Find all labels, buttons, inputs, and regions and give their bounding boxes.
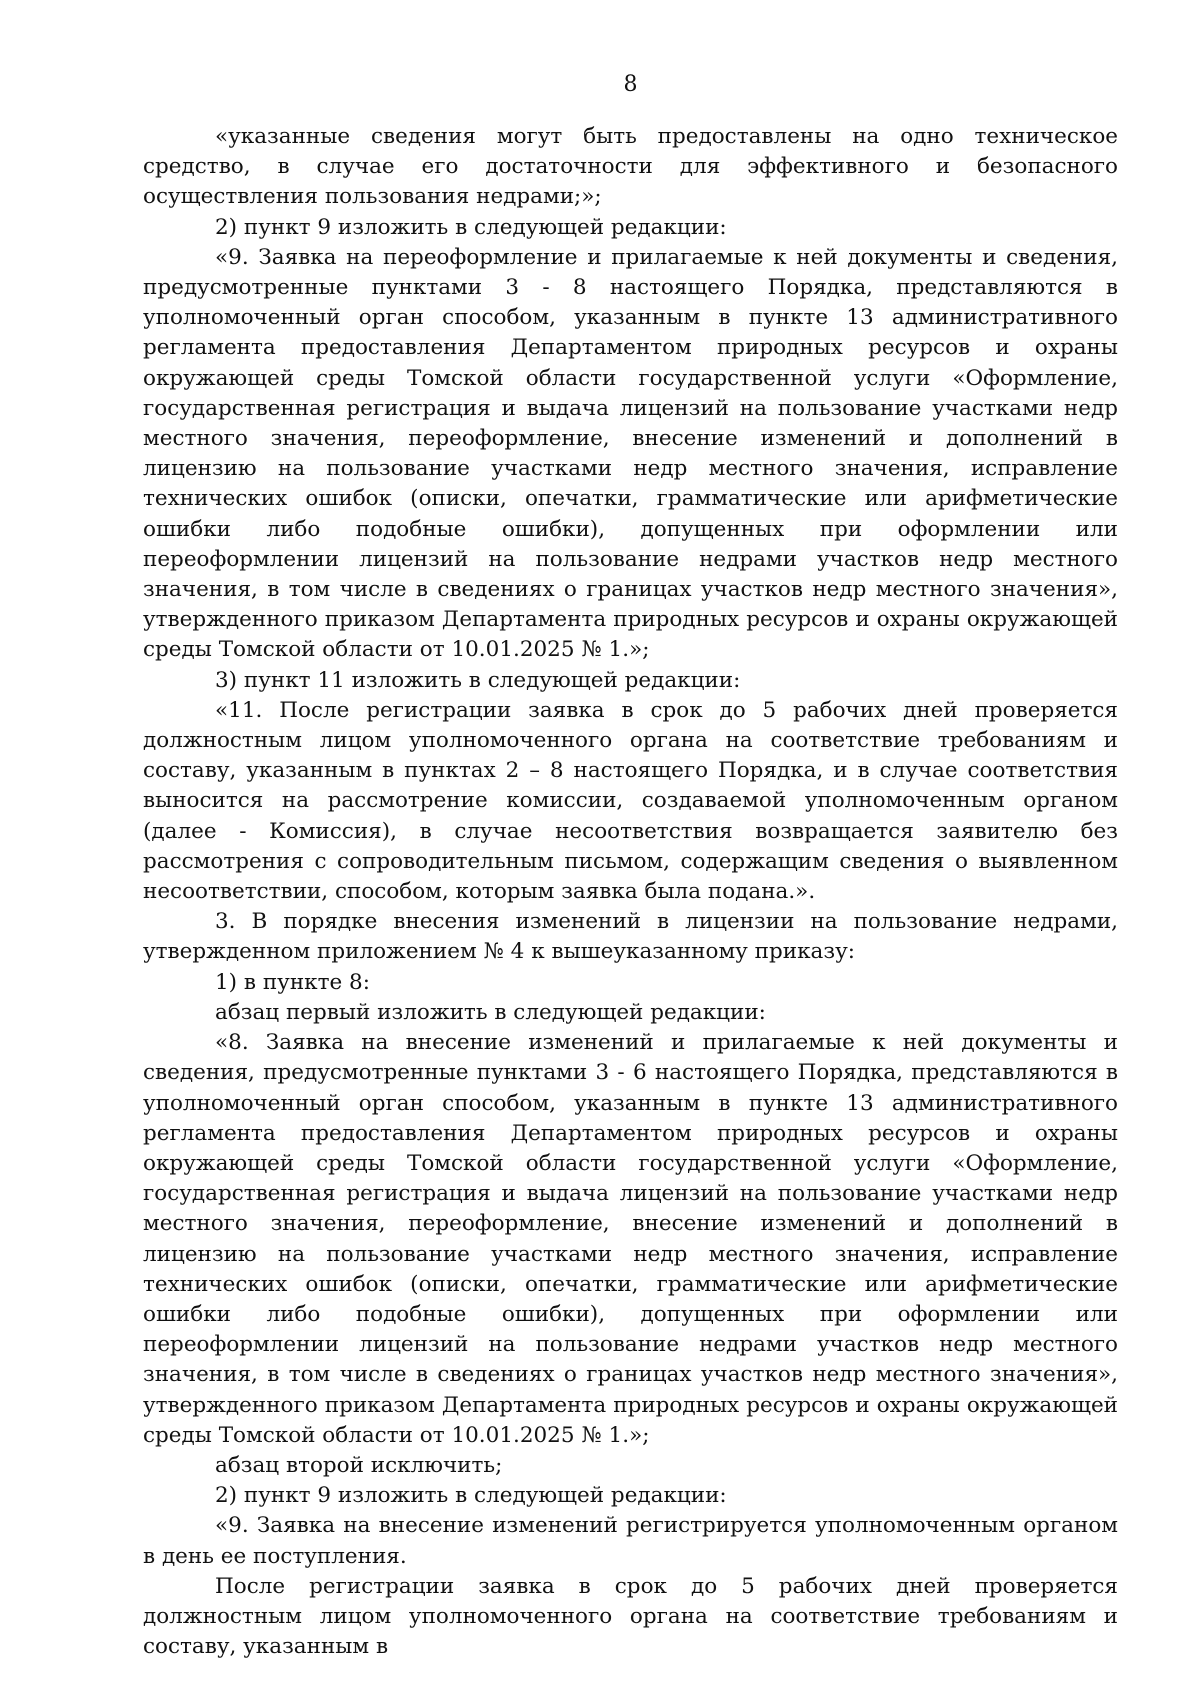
- paragraph-11: 2) пункт 9 изложить в следующей редакции:: [215, 1483, 727, 1509]
- paragraph-3: «9. Заявка на переоформление и прилагаемые к ней документы и сведения, предусмотренные пунктами 3 - 8 настоящего Порядка, представляются в уполномоченный орган способом, указанным в пункте 13 административного регламента предоставления Департаментом природных ресурсов и охраны окружающей среды Томской области государственной услуги «Оформление, государственная регистрация и выдача лицензий на пользование участками недр местного значения, переоформление, внесение изменений и дополнений в лицензию на пользование участками недр местного значения, исправление технических ошибок (описки, опечатки, грамматические или арифметические ошибки либо подобные ошибки), допущенных при оформлении или переоформлении лицензий на пользование недрами участков недр местного значения, в том числе в сведениях о границах участков недр местного значения», утвержденного приказом Департамента природных ресурсов и охраны окружающей среды Томской области от 10.01.2025 № 1.»;: [143, 244, 1118, 663]
- page-number: 8: [623, 72, 638, 97]
- paragraph-8: абзац первый изложить в следующей редакции:: [215, 999, 766, 1025]
- paragraph-1: «указанные сведения могут быть предоставлены на одно техническое средство, в случае его достаточности для эффективного и безопасного осуществления пользования недрами;»;: [143, 124, 1118, 210]
- paragraph-5: «11. После регистрации заявка в срок до 5 рабочих дней проверяется должностным лицом уполномоченного органа на соответствие требованиям и составу, указанным в пунктах 2 – 8 настоящего Порядка, и в случае соответствия выносится на рассмотрение комиссии, создаваемой уполномоченным органом (далее - Комиссия), в случае несоответствия возвращается заявителю без рассмотрения с сопроводительным письмом, содержащим сведения о выявленном несоответствии, способом, которым заявка была подана.».: [143, 697, 1118, 905]
- paragraph-2: 2) пункт 9 изложить в следующей редакции:: [215, 214, 727, 240]
- paragraph-13: После регистрации заявка в срок до 5 рабочих дней проверяется должностным лицом уполномоченного органа на соответствие требованиям и составу, указанным в: [143, 1573, 1118, 1660]
- paragraph-9: «8. Заявка на внесение изменений и прилагаемые к ней документы и сведения, предусмотренные пунктами 3 - 6 настоящего Порядка, представляются в уполномоченный орган способом, указанным в пункте 13 административного регламента предоставления Департаментом природных ресурсов и охраны окружающей среды Томской области государственной услуги «Оформление, государственная регистрация и выдача лицензий на пользование участками недр местного значения, переоформление, внесение изменений и дополнений в лицензию на пользование участками недр местного значения, исправление технических ошибок (описки, опечатки, грамматические или арифметические ошибки либо подобные ошибки), допущенных при оформлении или переоформлении лицензий на пользование недрами участков недр местного значения, в том числе в сведениях о границах участков недр местного значения», утвержденного приказом Департамента природных ресурсов и охраны окружающей среды Томской области от 10.01.2025 № 1.»;: [143, 1030, 1118, 1448]
- paragraph-4: 3) пункт 11 изложить в следующей редакции:: [215, 667, 741, 693]
- paragraph-6: 3. В порядке внесения изменений в лицензии на пользование недрами, утвержденном приложением № 4 к вышеуказанному приказу:: [143, 909, 1118, 965]
- document-page: [143, 70, 1118, 1662]
- paragraph-12: «9. Заявка на внесение изменений регистрируется уполномоченным органом в день ее поступления.: [143, 1513, 1118, 1569]
- paragraph-10: абзац второй исключить;: [215, 1452, 503, 1478]
- paragraph-7: 1) в пункте 8:: [215, 969, 370, 995]
